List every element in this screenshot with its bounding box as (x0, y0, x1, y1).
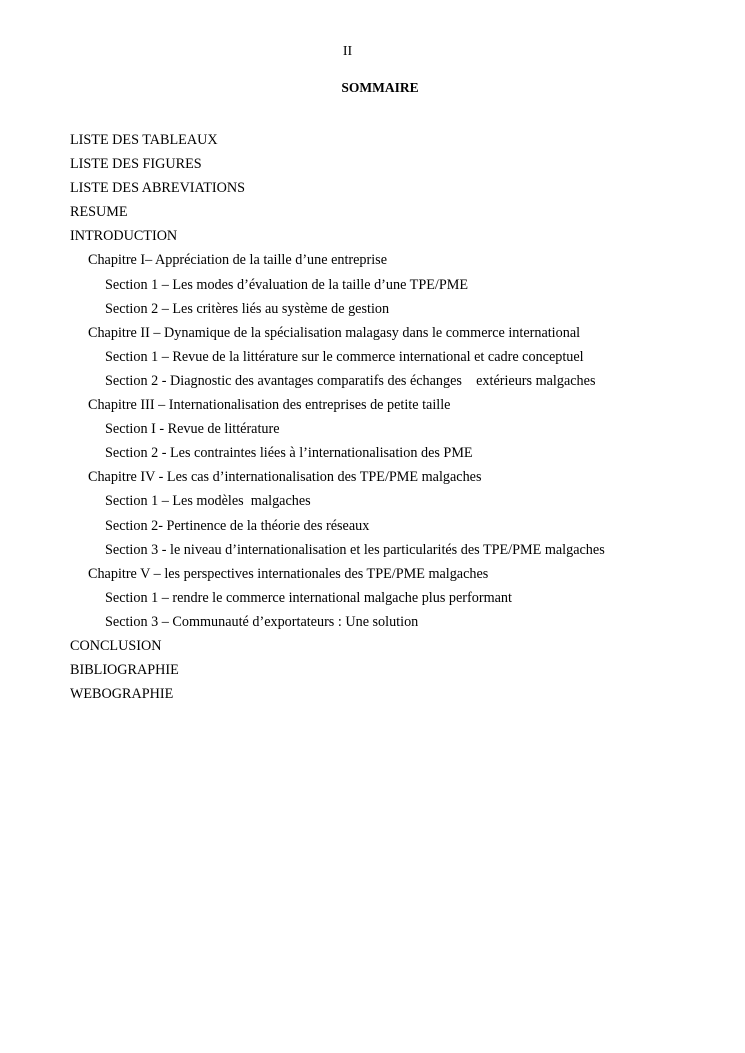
toc-entry: Section 1 – Les modèles malgaches (105, 493, 311, 510)
toc-entry: Section 2- Pertinence de la théorie des réseaux (105, 517, 370, 534)
toc-entry: Section 2 - Diagnostic des avantages comparatifs des échanges extérieurs malgaches (105, 372, 596, 389)
toc-entry: Section 1 – Les modes d’évaluation de la taille d’une TPE/PME (105, 276, 469, 293)
toc-entry: CONCLUSION (70, 637, 162, 654)
toc-entry: LISTE DES TABLEAUX (70, 132, 218, 148)
toc-entry: Chapitre V – les perspectives internationales des TPE/PME malgaches (88, 565, 489, 582)
toc-entry: Section 3 – Communauté d’exportateurs : Une solution (105, 613, 419, 630)
toc-entry: Section 3 - le niveau d’internationalisation et les particularités des TPE/PME malgaches (105, 541, 605, 558)
page-title: SOMMAIRE (341, 80, 419, 95)
toc-entry: Section 1 – Revue de la littérature sur le commerce international et cadre conceptuel (105, 348, 584, 365)
toc-entry: Chapitre III – Internationalisation des entreprises de petite taille (88, 397, 451, 414)
toc-entry: Chapitre I– Appréciation de la taille d’une entreprise (88, 252, 388, 269)
toc-entry: Chapitre II – Dynamique de la spécialisation malagasy dans le commerce international (88, 324, 581, 341)
toc-entry: Section 2 - Les contraintes liées à l’internationalisation des PME (105, 445, 473, 462)
toc-entry: Section 1 – rendre le commerce international malgache plus performant (105, 589, 512, 606)
toc-entry: WEBOGRAPHIE (70, 686, 174, 703)
table-of-contents (70, 128, 730, 706)
toc-entry: INTRODUCTION (70, 228, 178, 245)
toc-entry: Section 2 – Les critères liés au système de gestion (105, 300, 390, 317)
toc-entry: Section I - Revue de littérature (105, 421, 280, 438)
toc-entry: Chapitre IV - Les cas d’internationalisation des TPE/PME malgaches (88, 469, 482, 486)
page-number: II (342, 44, 353, 59)
toc-entry: RESUME (70, 204, 128, 221)
toc-entry: BIBLIOGRAPHIE (70, 662, 179, 679)
toc-entry: LISTE DES ABREVIATIONS (70, 180, 245, 197)
toc-entry: LISTE DES FIGURES (70, 156, 202, 173)
